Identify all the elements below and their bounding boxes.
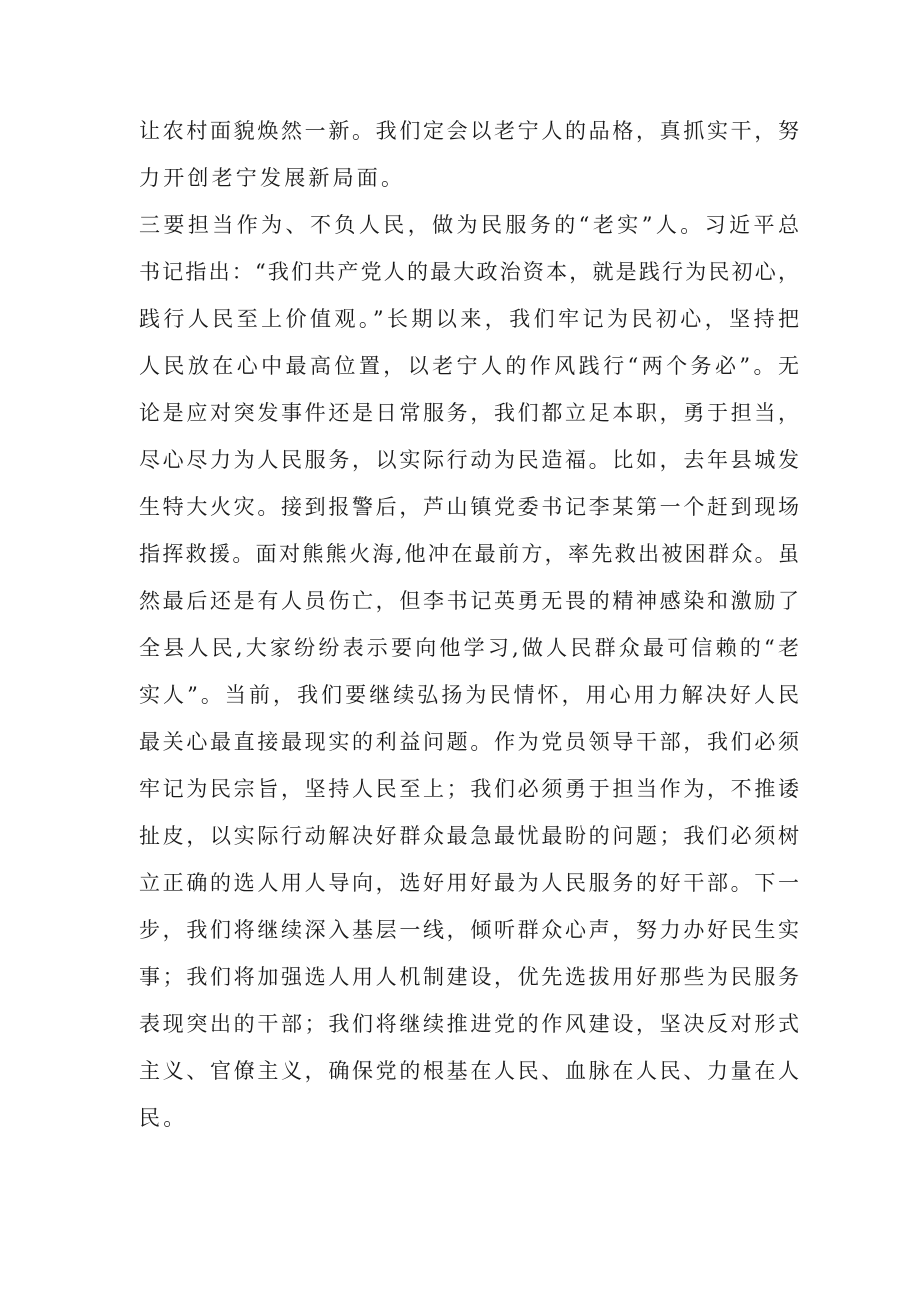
body-text xyxy=(139,108,799,1142)
text-line: 立正确的选人用人导向，选好用好最为人民服务的好干部。下一 xyxy=(139,871,799,895)
text-line: 指挥救援。面对熊熊火海,他冲在最前方，率先救出被困群众。虽 xyxy=(139,542,799,566)
text-line: 书记指出：“我们共产党人的最大政治资本，就是践行为民初心， xyxy=(139,260,799,284)
text-line: 主义、官僚主义，确保党的根基在人民、血脉在人民、力量在人 xyxy=(139,1059,799,1083)
text-line: 生特大火灾。接到报警后，芦山镇党委书记李某第一个赶到现场 xyxy=(139,495,799,519)
text-line: 人民放在心中最高位置，以老宁人的作风践行“两个务必”。无 xyxy=(139,354,799,378)
text-line: 尽心尽力为人民服务，以实际行动为民造福。比如，去年县城发 xyxy=(139,448,799,472)
text-line: 力开创老宁发展新局面。 xyxy=(139,166,406,190)
text-line: 最关心最直接最现实的利益问题。作为党员领导干部，我们必须 xyxy=(139,730,799,754)
text-line: 实人”。当前，我们要继续弘扬为民情怀，用心用力解决好人民 xyxy=(139,683,799,707)
text-line: 扯皮，以实际行动解决好群众最急最忧最盼的问题；我们必须树 xyxy=(139,824,799,848)
text-line: 表现突出的干部；我们将继续推进党的作风建设，坚决反对形式 xyxy=(139,1012,799,1036)
text-line: 三要担当作为、不负人民，做为民服务的“老实”人。习近平总 xyxy=(139,213,799,237)
text-line: 让农村面貌焕然一新。我们定会以老宁人的品格，真抓实干，努 xyxy=(139,119,799,143)
text-line: 践行人民至上价值观。”长期以来，我们牢记为民初心，坚持把 xyxy=(139,307,799,331)
text-line: 民。 xyxy=(139,1106,188,1130)
text-line: 然最后还是有人员伤亡，但李书记英勇无畏的精神感染和激励了 xyxy=(139,589,799,613)
text-line: 牢记为民宗旨，坚持人民至上；我们必须勇于担当作为，不推诿 xyxy=(139,777,799,801)
text-line: 事；我们将加强选人用人机制建设，优先选拔用好那些为民服务 xyxy=(139,965,799,989)
text-line: 论是应对突发事件还是日常服务，我们都立足本职，勇于担当， xyxy=(139,401,799,425)
text-line: 全县人民,大家纷纷表示要向他学习,做人民群众最可信赖的“老 xyxy=(139,636,799,660)
text-line: 步，我们将继续深入基层一线，倾听群众心声，努力办好民生实 xyxy=(139,918,799,942)
